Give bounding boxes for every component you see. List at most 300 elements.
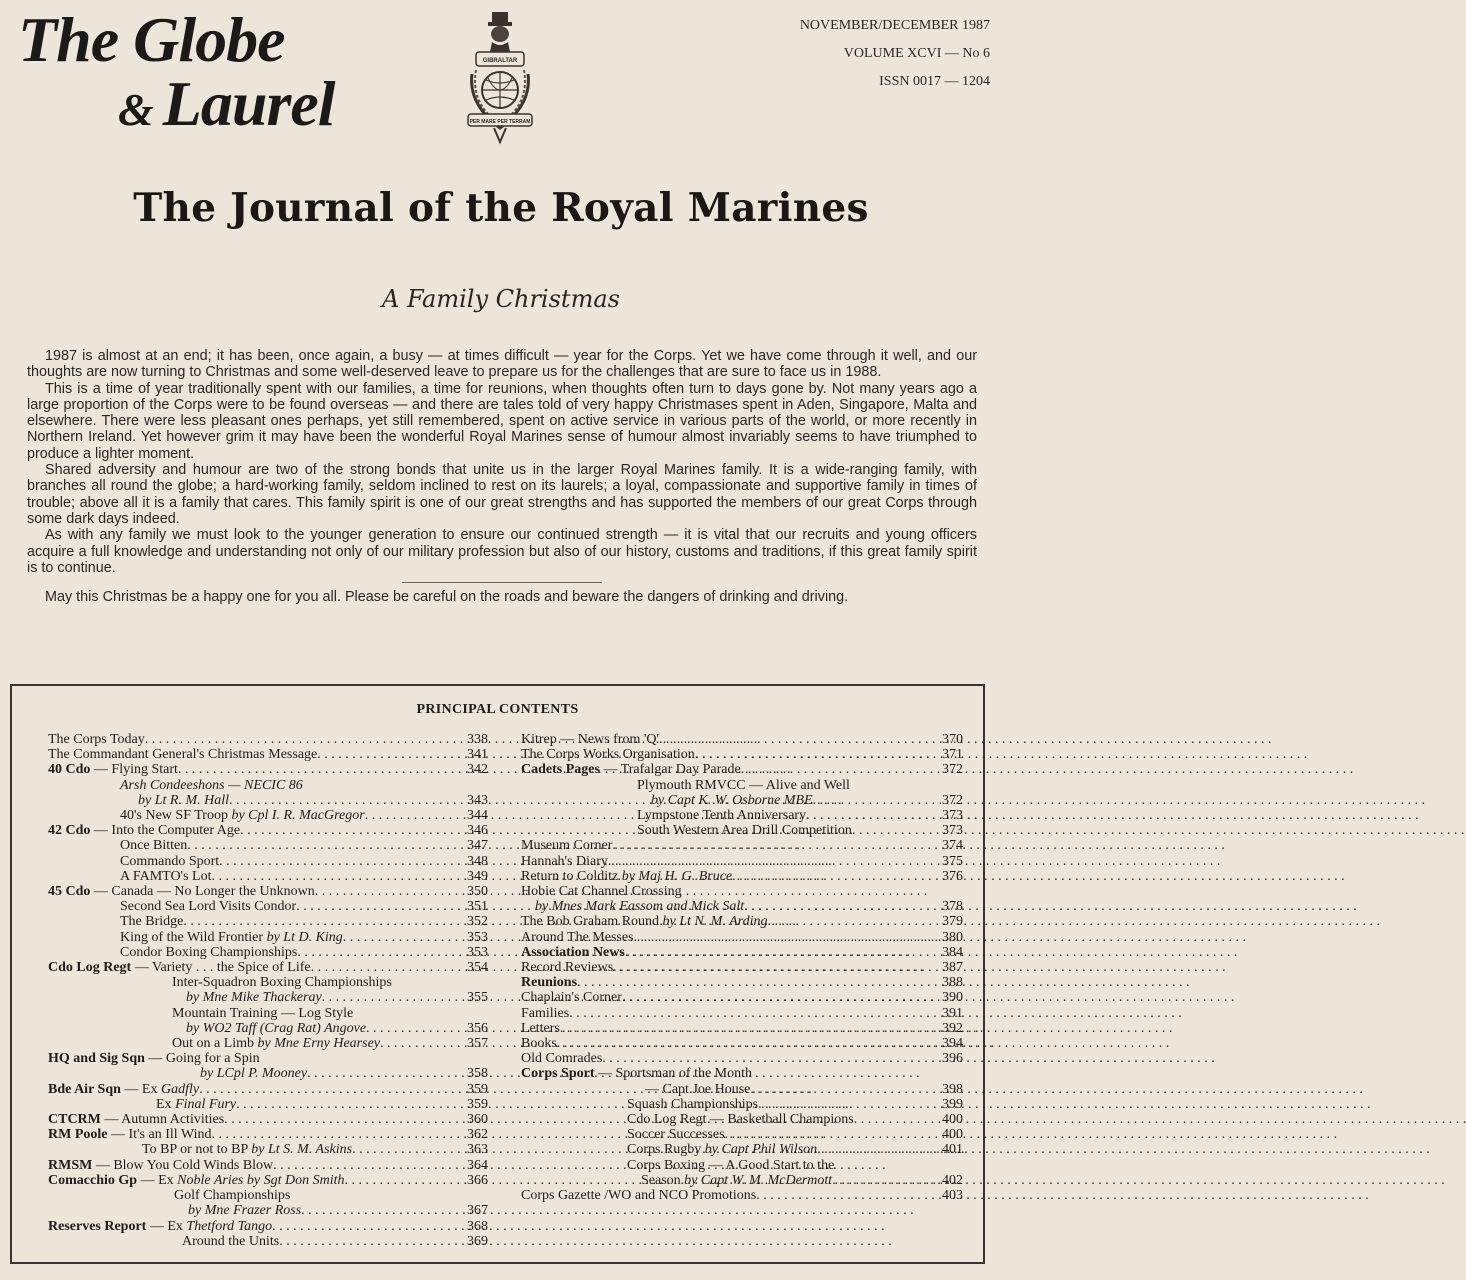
article-author: by Capt W. M. McDermott [684,1172,833,1188]
contents-entry-title [48,747,317,762]
page-number: 349 [467,868,488,884]
contents-entry [48,1188,488,1203]
contents-entry [48,869,488,884]
article-title: — Trafalgar Day Parade [599,762,741,778]
page-number: 378 [942,899,963,915]
page-number: 352 [467,914,488,930]
page-number: 367 [467,1203,488,1219]
page-number: 359 [467,1081,488,1097]
contents-entry [521,914,963,929]
contents-entry [48,823,488,838]
exercise-name: Thetford Tango [186,1218,273,1234]
article-title: — Autumn Activities [100,1112,225,1128]
contents-column-right [521,732,963,1203]
page-number: 343 [467,792,488,808]
contents-entry-title [627,1127,725,1142]
contents-entry-title [637,823,852,838]
article-author: by Lt S. M. Askins [251,1142,353,1158]
article-title: Out on a Limb [172,1036,258,1052]
leader-dots [634,930,929,945]
masthead-line2 [118,70,335,144]
contents-entry [48,1006,488,1021]
article-title: — Ex [137,1172,178,1188]
contents-entry-title [200,1066,307,1081]
contents-entry-title [521,914,768,929]
page-number: 359 [467,1096,488,1112]
article-author: by Lt N. M. Arding [662,914,768,930]
page-number: 344 [467,808,488,824]
contents-entry [48,1082,488,1097]
contents-entry-title [48,1127,211,1142]
section-name: Cadets Pages [521,762,600,778]
contents-entry [48,793,488,808]
article-title: 40's New SF Troop [120,808,232,824]
page-number: 374 [942,838,963,854]
leader-dots [602,1051,929,1066]
page-number: 351 [467,899,488,915]
contents-entry-title [172,975,392,990]
contents-entry [48,1051,488,1066]
contents-entry-title [521,990,622,1005]
section-name: RMSM [48,1157,93,1173]
contents-entry [48,914,488,929]
contents-entry-title [521,838,612,853]
leader-dots [577,975,929,990]
contents-entry-title [120,838,187,853]
contents-entry-title [48,1112,224,1127]
page-number: 379 [942,914,963,930]
contents-entry [48,854,488,869]
contents-entry-title [48,1173,344,1188]
article-title: — Into the Computer Age [90,823,241,839]
article-author: by Capt K. W. Osborne MBE [651,792,813,808]
masthead-line1: The Globe [18,4,285,75]
page-number: 347 [467,838,488,854]
contents-entry [521,838,963,853]
contents-entry-title [120,854,219,869]
contents-entry [521,1158,963,1173]
contents-entry [48,1127,488,1142]
contents-entry-title [521,869,732,884]
page-number: 391 [942,1005,963,1021]
contents-entry-title [627,1112,854,1127]
page-number: 364 [467,1157,488,1173]
article-author: by LCpl P. Mooney [200,1066,308,1082]
leader-dots [297,945,454,960]
leader-dots [817,1142,929,1157]
leader-dots [178,762,454,777]
article-title: To BP or not to BP [142,1142,252,1158]
contents-entry-title [48,1219,272,1234]
page-number: 368 [467,1218,488,1234]
section-name: 40 Cdo [48,762,91,778]
page-number: 396 [942,1051,963,1067]
page-number: 355 [467,990,488,1006]
contents-entry-title [48,1051,260,1066]
article-title: Season [641,1172,685,1188]
leader-dots [732,869,929,884]
page-number: 358 [467,1066,488,1082]
contents-entry-title [188,1203,301,1218]
contents-entry [48,747,488,762]
leader-dots [317,747,454,762]
contents-entry-title [521,960,613,975]
contents-entry [48,1097,488,1112]
contents-entry-title [521,930,634,945]
contents-entry-title [521,884,682,899]
section-name: 42 Cdo [48,823,91,839]
page-number: 348 [467,853,488,869]
article-author: by Mne Frazer Ross [188,1203,302,1219]
contents-entry-title [521,945,625,960]
leader-dots [744,899,929,914]
page-number: 387 [942,960,963,976]
contents-entry [48,732,488,747]
contents-entry [48,1158,488,1173]
article-title: The Bob Graham Round [521,914,663,930]
leader-dots [758,1097,929,1112]
leader-dots [183,914,454,929]
article-title: Old Comrades [521,1051,603,1067]
contents-entry [48,1112,488,1127]
issue-volume: VOLUME XCVI — No 6 [843,46,990,61]
article-title: — Flying Start [90,762,178,778]
page-number: 363 [467,1142,488,1158]
exercise-name: Final Fury [175,1096,237,1112]
article-author: by Mne Mike Thackeray [186,990,322,1006]
contents-entry [48,1036,488,1051]
contents-heading: PRINCIPAL CONTENTS [416,702,579,717]
leader-dots [806,808,929,823]
issue-date: NOVEMBER/DECEMBER 1987 [799,18,990,33]
leader-dots [612,838,929,853]
article-title: Ex [156,1096,176,1112]
article-title: — It's an Ill Wind [107,1127,212,1143]
contents-entry [521,747,963,762]
article-title: South Western Area Drill Competition [637,823,852,839]
article-title: — Blow You Cold Winds Blow [92,1157,274,1173]
page-number: 366 [467,1172,488,1188]
contents-entry-title [651,793,813,808]
contents-entry-title [641,1173,832,1188]
leader-dots [613,960,929,975]
leader-dots [229,793,454,808]
leader-dots [211,1127,454,1142]
principal-contents-box [10,684,985,1264]
leader-dots [832,1173,929,1188]
leader-dots [557,1036,929,1051]
contents-entry-title [172,1006,353,1021]
article-title: Chaplain's Corner [521,990,622,1006]
contents-entry-title [637,778,850,793]
leader-dots [852,823,929,838]
leader-dots [199,1082,454,1097]
section-name: 45 Cdo [48,884,91,900]
article-title: Condor Boxing Championships [120,944,298,960]
contents-entry-title [120,945,297,960]
contents-entry [48,838,488,853]
article-title: Once Bitten [120,838,188,854]
leader-dots [366,1021,454,1036]
contents-entry [521,1127,963,1142]
leader-dots [659,732,929,747]
contents-entry [521,732,963,747]
leader-dots [608,854,929,869]
page-number: 380 [942,929,963,945]
contents-entry [521,1021,963,1036]
contents-entry [521,945,963,960]
leader-dots [854,1112,929,1127]
contents-entry-title [645,1082,750,1097]
article-title: Squash Championships [627,1096,759,1112]
page-number: 360 [467,1112,488,1128]
article-title: Around the Units [182,1233,280,1249]
contents-entry-title [521,1036,557,1051]
leader-dots [352,1142,454,1157]
contents-entry-title [627,1158,834,1173]
article-title: Arsh Condeeshons — NECIC 86 [120,777,303,793]
article-title: — Sportsman of the Month [594,1066,753,1082]
article-author: by Lt D. King [266,929,343,945]
contents-entry [521,778,963,793]
page-number: 388 [942,975,963,991]
leader-dots [219,854,454,869]
contents-entry-title [186,1021,366,1036]
contents-entry [521,762,963,777]
contents-entry [521,990,963,1005]
article-title: Commando Sport [120,853,220,869]
issue-info [800,12,990,96]
section-name: Bde Air Sqn [48,1081,121,1097]
section-name: CTCRM [48,1112,101,1128]
contents-entry-title [48,823,240,838]
contents-entry-title [48,762,178,777]
article-title: — Going for a Spin [144,1051,260,1067]
contents-entry [521,869,963,884]
contents-entry [521,1006,963,1021]
contents-column-left [48,732,488,1249]
contents-entry-title [48,732,145,747]
contents-entry-title [627,1142,817,1157]
article-title: — Ex [146,1218,187,1234]
exercise-name: Noble Aries [177,1172,247,1188]
leader-dots [750,1082,929,1097]
leader-dots [307,1066,454,1081]
leader-dots [315,884,454,899]
crest-motto-bottom: PER MARE PER TERRAM [469,119,531,125]
article-title: Return to Colditz [521,868,622,884]
article-title: Record Reviews [521,960,614,976]
leader-dots [569,1006,929,1021]
page-number: 376 [942,868,963,884]
contents-entry [48,884,488,899]
leader-dots [695,747,929,762]
leader-dots [224,1112,454,1127]
contents-entry [521,1142,963,1157]
article-title: Mountain Training — Log Style [172,1005,354,1021]
contents-entry-title [156,1097,236,1112]
leader-dots [145,732,454,747]
article-title: Books [521,1036,557,1052]
contents-entry-title [174,1188,290,1203]
article-author: by Mne Erny Hearsey [257,1036,380,1052]
page-number: 373 [942,808,963,824]
leader-dots [725,1127,929,1142]
section-name: Association News [521,944,625,960]
section-name: RM Poole [48,1127,108,1143]
article-title: A FAMTO's Lot [120,868,212,884]
contents-entry [48,990,488,1005]
leader-dots [625,945,929,960]
section-name: Comacchio Gp [48,1172,138,1188]
article-title: Golf Championships [174,1188,291,1204]
contents-entry [48,930,488,945]
section-name: Reserves Report [48,1218,147,1234]
contents-entry-title [627,1097,758,1112]
article-author: by Sgt Don Smith [246,1172,345,1188]
page-number: 394 [942,1036,963,1052]
leader-dots [344,1173,454,1188]
leader-dots [380,1036,454,1051]
contents-entry [521,1051,963,1066]
page-number: 357 [467,1036,488,1052]
article-title: Corps Gazette /WO and NCO Promotions [521,1188,757,1204]
section-name: Reunions [521,975,578,991]
article-title: Families [521,1005,570,1021]
contents-entry [48,808,488,823]
leader-dots [236,1097,454,1112]
article-title: Letters [521,1020,560,1036]
article-title: — Canada — No Longer the Unknown [90,884,315,900]
contents-entry [48,1021,488,1036]
masthead-ampersand: & [118,84,153,135]
masthead-laurel: Laurel [162,68,335,139]
page-number: 372 [942,792,963,808]
leader-dots [741,762,929,777]
page-number: 342 [467,762,488,778]
contents-entry-title [138,793,229,808]
contents-entry-title [521,732,659,747]
contents-entry [48,1066,488,1081]
page-number: 375 [942,853,963,869]
contents-entry [521,793,963,808]
contents-entry [48,960,488,975]
leader-dots [311,960,454,975]
article-author: by Cpl I. R. MacGregor [231,808,365,824]
contents-entry [48,1234,488,1249]
contents-entry [521,960,963,975]
editorial-paragraph: This is a time of year traditionally spent with our families, a time for reunions, when thoughts often turn to days gone by. Not many years ago a large proportion of the Corps were to be found overseas — and there are tales told of very happy Christmases spent in Aden, Singapore, Malta and elsewhere. There were less pleasant ones perhaps, yet still remembered, spent on active service in various parts of the world, or more recently in Northern Ireland. Yet however grim it may have been the wonderful Royal Marines sense of humour almost invariably seems to have triumphed to produce a lighter moment. [27,380,977,462]
page-number: 356 [467,1020,488,1036]
article-title: Museum Corner [521,838,613,854]
contents-entry-title [120,869,211,884]
contents-entry-title [535,899,744,914]
contents-entry [521,975,963,990]
contents-entry [48,778,488,793]
article-title: Kitrep — News from 'Q' [521,732,660,747]
contents-entry-title [142,1142,352,1157]
leader-dots [279,1234,454,1249]
article-author: by Lt R. M. Hall [138,792,229,808]
contents-entry-title [521,975,577,990]
contents-entry-title [521,854,608,869]
contents-entry-title [172,1036,380,1051]
contents-entry-title [48,884,315,899]
leader-dots [322,990,454,1005]
leader-dots [240,823,454,838]
royal-marines-crest-icon [458,10,542,150]
page-number: 400 [942,1112,963,1128]
contents-entry [521,823,963,838]
contents-entry [521,1036,963,1051]
contents-entry-title [120,930,343,945]
contents-entry [521,1112,963,1127]
contents-entry-title [521,1021,560,1036]
contents-entry [521,930,963,945]
contents-entry-title [48,1082,199,1097]
contents-entry [521,884,963,899]
contents-entry-title [521,1006,569,1021]
page-number: 341 [467,747,488,763]
contents-entry [48,1173,488,1188]
contents-entry-title [521,1051,602,1066]
article-title: Cdo Log Regt — Basketball Champions [627,1112,854,1128]
article-author: by WO2 Taff (Crag Rat) Angove [186,1020,367,1036]
article-title: — Ex [120,1081,161,1097]
contents-entry-title [48,960,311,975]
contents-entry-title [120,899,296,914]
article-title: Corps Rugby [627,1142,705,1158]
article-title: The Corps Works Organisation [521,747,695,763]
page-number: 390 [942,990,963,1006]
page-number: 384 [942,944,963,960]
contents-entry [48,1142,488,1157]
page-number: 362 [467,1127,488,1143]
leader-dots [211,869,454,884]
contents-entry [48,945,488,960]
page-number: 372 [942,762,963,778]
section-name: Cdo Log Regt [48,960,132,976]
contents-entry-title [182,1234,279,1249]
page-number: 400 [942,1127,963,1143]
editorial-text [27,348,977,605]
leader-dots [296,899,454,914]
leader-dots [272,1219,454,1234]
contents-entry-title [120,914,183,929]
contents-entry [48,899,488,914]
editorial-paragraph: 1987 is almost at an end; it has been, once again, a busy — at times difficult — year for the Corps. Yet we have come through it well, and our thoughts are now turning to Christmas and some well-deserved leave to prepare us for the challenges that are sure to face us in 1988. [27,348,977,381]
contents-entry-title [120,778,303,793]
article-title: The Commandant General's Christmas Message [48,747,318,763]
article-title: Plymouth RMVCC — Alive and Well [637,777,850,793]
page-number: 370 [942,732,963,747]
page-number: 353 [467,944,488,960]
contents-entry-title [521,747,695,762]
issue-issn: ISSN 0017 — 1204 [879,74,990,89]
section-name: HQ and Sig Sqn [48,1051,145,1067]
editorial-paragraph: Shared adversity and humour are two of the strong bonds that unite us in the larger Royal Marines family. It is a wide-ranging family, with branches all round the globe; a hard-working family, seldom inclined to rest on its laurels; a loyal, compassionate and supportive family in times of trouble; above all it is a family that cares. This family spirit is one of our great strengths and has supported the members of our great Corps through some dark days indeed. [27,462,977,527]
contents-entry-title [521,1066,752,1081]
article-title: Hobie Cat Channel Crossing [521,884,682,900]
leader-dots [756,1188,929,1203]
section-name: Corps Sport [521,1066,595,1082]
article-title: Inter-Squadron Boxing Championships [172,975,392,991]
page-number: 403 [942,1188,963,1204]
contents-entry [521,1097,963,1112]
article-title: Soccer Successes [627,1127,725,1143]
article-title: The Bridge [120,914,184,930]
contents-entry [48,975,488,990]
